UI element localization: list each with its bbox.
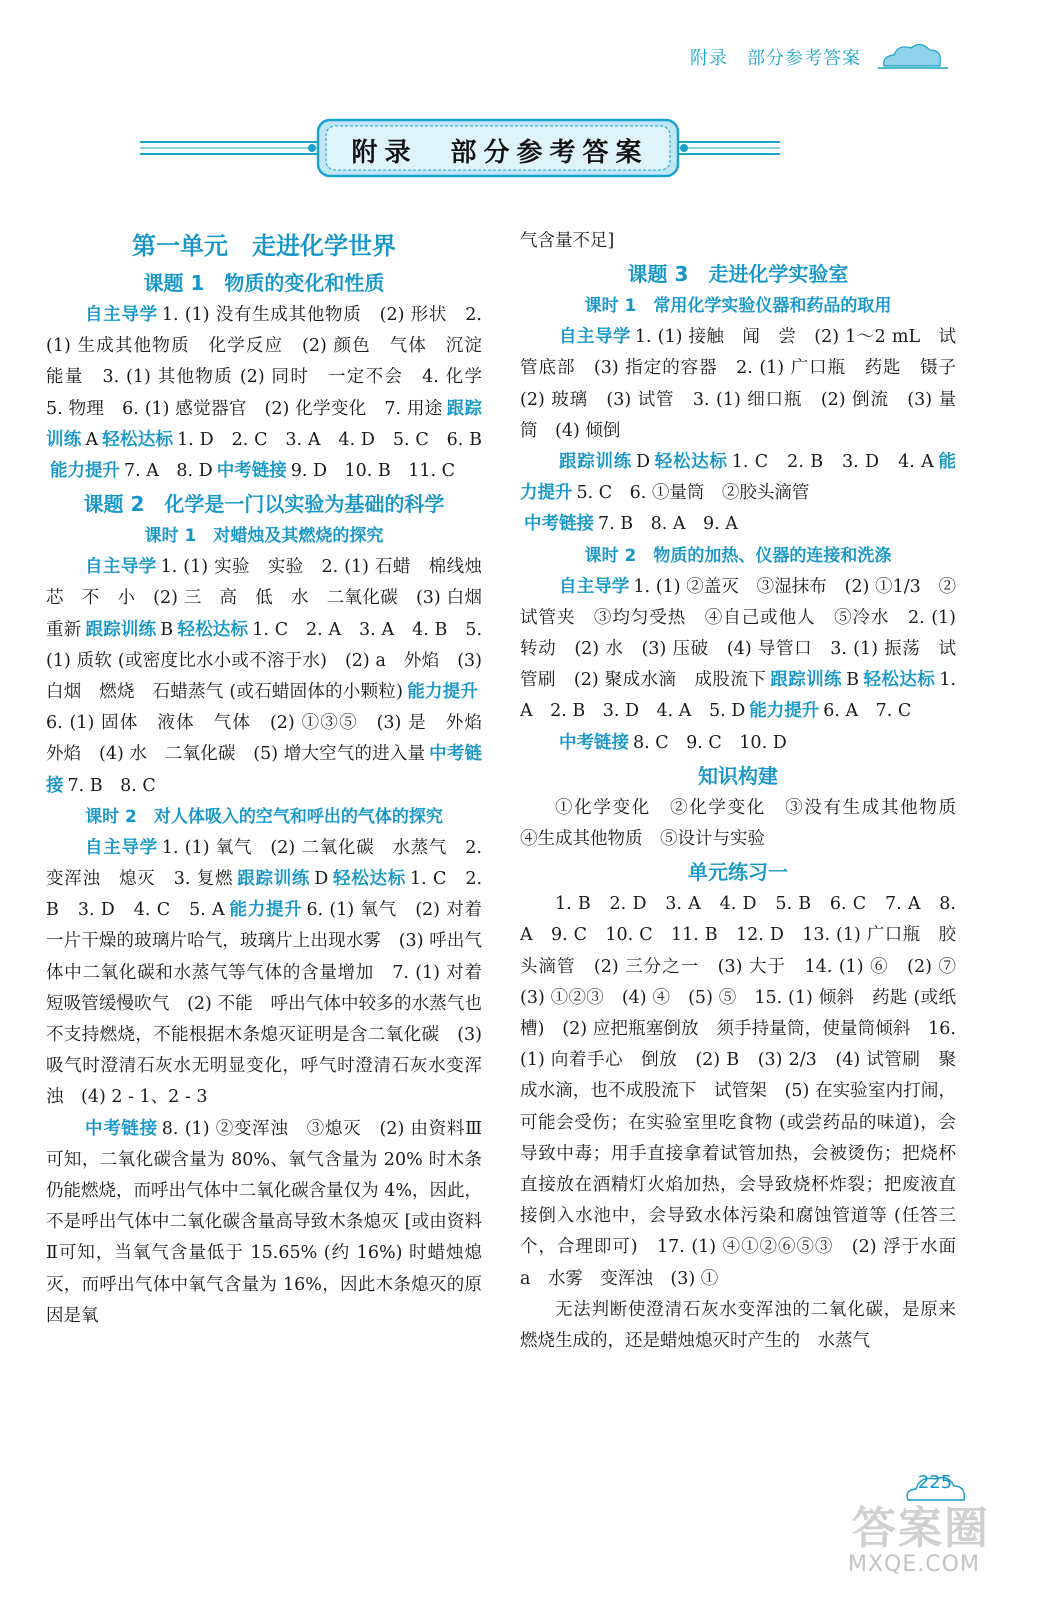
watermark-logo: 答案圈 (852, 1503, 990, 1554)
section-keyword: 能力提升 (520, 452, 956, 504)
section-keyword: 能力提升 (407, 682, 479, 703)
cloud-icon (878, 38, 948, 72)
section-keyword: 中考链接 (85, 1118, 158, 1139)
answer-paragraph (520, 728, 956, 759)
lesson-heading: 课时 2 对人体吸入的空气和呼出的气体的探究 (85, 806, 443, 827)
answer-text: 1. (1) 没有生成其他物质 (2) 形状 2. (1) 生成其他物质 化学反应 (2) 颜色 气体 沉淀 能量 3. (1) 其他物质 (2) 同时 一定不会 4. 化学 5. 物理 6. (1) 感觉器官 (2) 化学变化 7. 用途 (46, 305, 500, 419)
section-keyword: 跟踪训练 (559, 452, 632, 473)
left-column (46, 226, 500, 1332)
section-keyword: 轻松达标 (177, 619, 249, 640)
answer-text: 1. C 2. A 3. A 4. B 5. (1) 质软 (或密度比水小或不溶于水) (2) a 外焰 (3) 白烟 燃烧 石蜡蒸气 (或石蜡固体的小颗粒) (46, 619, 483, 703)
answer-text: B (160, 619, 174, 640)
answer-text: A (85, 429, 99, 450)
watermark (842, 1486, 1022, 1586)
section-keyword: 跟踪训练 (85, 619, 157, 640)
answer-text: D (636, 452, 651, 473)
answer-text: 8. (1) ②变浑浊 ③熄灭 (2) 由资料Ⅲ可知，二氧化碳含量为 80%、氧气含量为 20% 时木条仍能燃烧，而呼出气体中二氧化碳含量仅为 4%，因此，不是呼出气体中二氧化碳含量高导致木条熄灭 [或由资料Ⅱ可知，当氧气含量低于 15.65% (约 16%) 时蜡烛熄灭，而呼出气体中氧气含量为 16%，因此木条熄灭的原因是氧 (46, 1118, 483, 1326)
answer-text: ①化学变化 ②化学变化 ③没有生成其他物质 ④生成其他物质 ⑤设计与实验 (520, 797, 974, 850)
section-keyword: 自主导学 (85, 305, 158, 325)
topic-heading: 课题 3 走进化学实验室 (627, 262, 849, 287)
section-keyword: 中考链接 (524, 514, 594, 535)
answer-text: 9. D 10. B 11. C (290, 461, 456, 482)
answer-text: 5. C 6. ①量筒 ②胶头滴管 (576, 483, 810, 504)
answer-text: 1. A 2. B 3. D 4. A 5. D (520, 670, 957, 722)
answer-text: 1. (1) ②盖灭 ③湿抹布 (2) ①1/3 ②试管夹 ③均匀受热 ④自己或他人 ⑤冷水 2. (1) 转动 (2) 水 (3) 压破 (4) 导管口 3. (1) 振荡 试管刷 (2) 聚成水滴 成股流下 (520, 576, 956, 691)
section-keyword: 自主导学 (85, 557, 157, 578)
answer-text: 1. B 2. D 3. A 4. D 5. B 6. C 7. A 8. A 9. C 10. C 11. B 12. D 13. (1) 广口瓶 胶头滴管 (2) 三分之一 (3) 大于 14. (1) ⑥ (2) ⑦ (3) ①②③ (4) ④ (5) ⑤ 15. (1) 倾斜 药匙 (或纸槽) (2) 应把瓶塞倒放 须手持量筒，使量筒倾斜 16. (1) 向着手心 倒放 (2) B (3) 2/3 (4) 试管刷 聚成水滴，也不成股流下 试管架 (5) 在实验室内打闹，可能会受伤；在实验室里吃食物 (或尝药品的味道)，会导致中毒；用手直接拿着试管加热，会被烫伤；把烧杯直接放在酒精灯火焰加热，会导致烧杯炸裂；把废液直接倒入水池中，会导致水体污染和腐蚀管道等 (任答三个，合理即可) 17. (1) ④①②⑥⑤③ (2) 浮于水面 a 水雾 变浑浊 (3) ① (520, 894, 974, 1289)
section-keyword: 轻松达标 (102, 429, 174, 450)
answer-text: 7. A 8. D (124, 461, 213, 482)
section-keyword: 能力提升 (749, 701, 820, 722)
answer-text: 1. (1) 实验 实验 2. (1) 石蜡 棉线烛芯 不 小 (2) 三 高 低 水 二氧化碳 (3) 白烟 重新 (46, 557, 500, 640)
topic-heading: 单元练习一 (688, 860, 788, 885)
section-keyword: 中考链接 (216, 461, 287, 482)
answer-text: 1. C 2. B 3. D 4. A (731, 452, 934, 473)
lesson-heading: 课时 1 对蜡烛及其燃烧的探究 (144, 526, 384, 547)
section-keyword: 轻松达标 (332, 869, 406, 890)
answer-text: 6. (1) 氧气 (2) 对着一片干燥的玻璃片哈气，玻璃片上出现水雾 (3) 呼出气体中二氧化碳和水蒸气等气体的含量增加 7. (1) 对着短吸管缓慢吹气 (2) 不能 呼出气体中较多的水蒸气也不支持燃烧，不能根据木条熄灭证明是含二氧化碳 (3) 吸气时澄清石灰水无明显变化，呼气时澄清石灰水变浑浊 (4) 2 - 1、2 - 3 (46, 900, 483, 1108)
topic-heading: 课题 1 物质的变化和性质 (143, 271, 385, 295)
right-column (520, 226, 974, 1357)
topic-heading: 知识构建 (698, 763, 778, 788)
answer-paragraph (46, 552, 500, 802)
section-keyword: 能力提升 (50, 461, 120, 482)
section-keyword: 能力提升 (228, 900, 303, 921)
answer-text: 6. A 7. C (823, 701, 912, 722)
section-keyword: 自主导学 (85, 837, 158, 858)
answer-text: 气含量不足] (520, 231, 615, 251)
answer-text: 7. B 8. A 9. A (598, 514, 738, 535)
page-number: 225 (917, 1472, 953, 1493)
answer-paragraph (520, 1295, 956, 1357)
topic-heading: 课题 2 化学是一门以实验为基础的科学 (83, 492, 445, 517)
lesson-heading: 课时 1 常用化学实验仪器和药品的取用 (584, 296, 892, 317)
section-keyword: 中考链接 (46, 744, 483, 796)
watermark-url: MXQE.COM (848, 1552, 980, 1577)
answer-paragraph (520, 572, 956, 728)
answer-paragraph (46, 833, 482, 1114)
answer-paragraph (520, 226, 956, 257)
lesson-heading: 课时 2 物质的加热、仪器的连接和洗涤 (584, 545, 892, 566)
section-keyword: 跟踪训练 (237, 869, 311, 890)
unit-heading: 第一单元 走进化学世界 (132, 232, 396, 260)
answer-text: 1. D 2. C 3. A 4. D 5. C 6. B (177, 429, 482, 450)
section-keyword: 自主导学 (559, 327, 631, 348)
section-keyword: 跟踪训练 (770, 670, 843, 691)
answer-text: 1. (1) 氧气 (2) 二氧化碳 水蒸气 2. 变浑浊 熄灭 3. 复燃 (46, 837, 482, 890)
answer-text: 8. C 9. C 10. D (633, 732, 787, 753)
running-header: 附录 部分参考答案 (690, 48, 861, 69)
answer-paragraph (520, 447, 956, 509)
answer-text: B (846, 670, 860, 691)
page-title: 附录 部分参考答案 (351, 138, 649, 168)
section-keyword: 轻松达标 (863, 670, 936, 691)
section-keyword: 轻松达标 (654, 452, 728, 473)
section-keyword: 自主导学 (559, 576, 630, 597)
answer-paragraph (46, 1114, 482, 1332)
answer-text: D (314, 869, 329, 890)
answer-paragraph (46, 300, 500, 487)
answer-text: 1. (1) 接触 闻 尝 (2) 1～2 mL 试管底部 (3) 指定的容器 2. (1) 广口瓶 药匙 镊子 (2) 玻璃 (3) 试管 3. (1) 细口瓶 (2) 倒流 (3) 量筒 (4) 倾倒 (520, 327, 974, 441)
section-keyword: 中考链接 (559, 732, 629, 753)
answer-paragraph (520, 889, 974, 1295)
section-keyword: 跟踪训练 (46, 398, 483, 450)
answer-text: 1. C 2. B 3. D 4. C 5. A (46, 869, 483, 921)
answer-paragraph (520, 509, 956, 540)
answer-paragraph (520, 793, 974, 855)
answer-text: 无法判断使澄清石灰水变浑浊的二氧化碳，是原来燃烧生成的，还是蜡烛熄灭时产生的 水蒸气 (520, 1299, 956, 1352)
answer-paragraph (520, 322, 974, 447)
answer-text: 6. (1) 固体 液体 气体 (2) ①③⑤ (3) 是 外焰 外焰 (4) 水 二氧化碳 (5) 增大空气的进入量 (46, 713, 500, 765)
answer-text: 7. B 8. C (67, 775, 156, 796)
